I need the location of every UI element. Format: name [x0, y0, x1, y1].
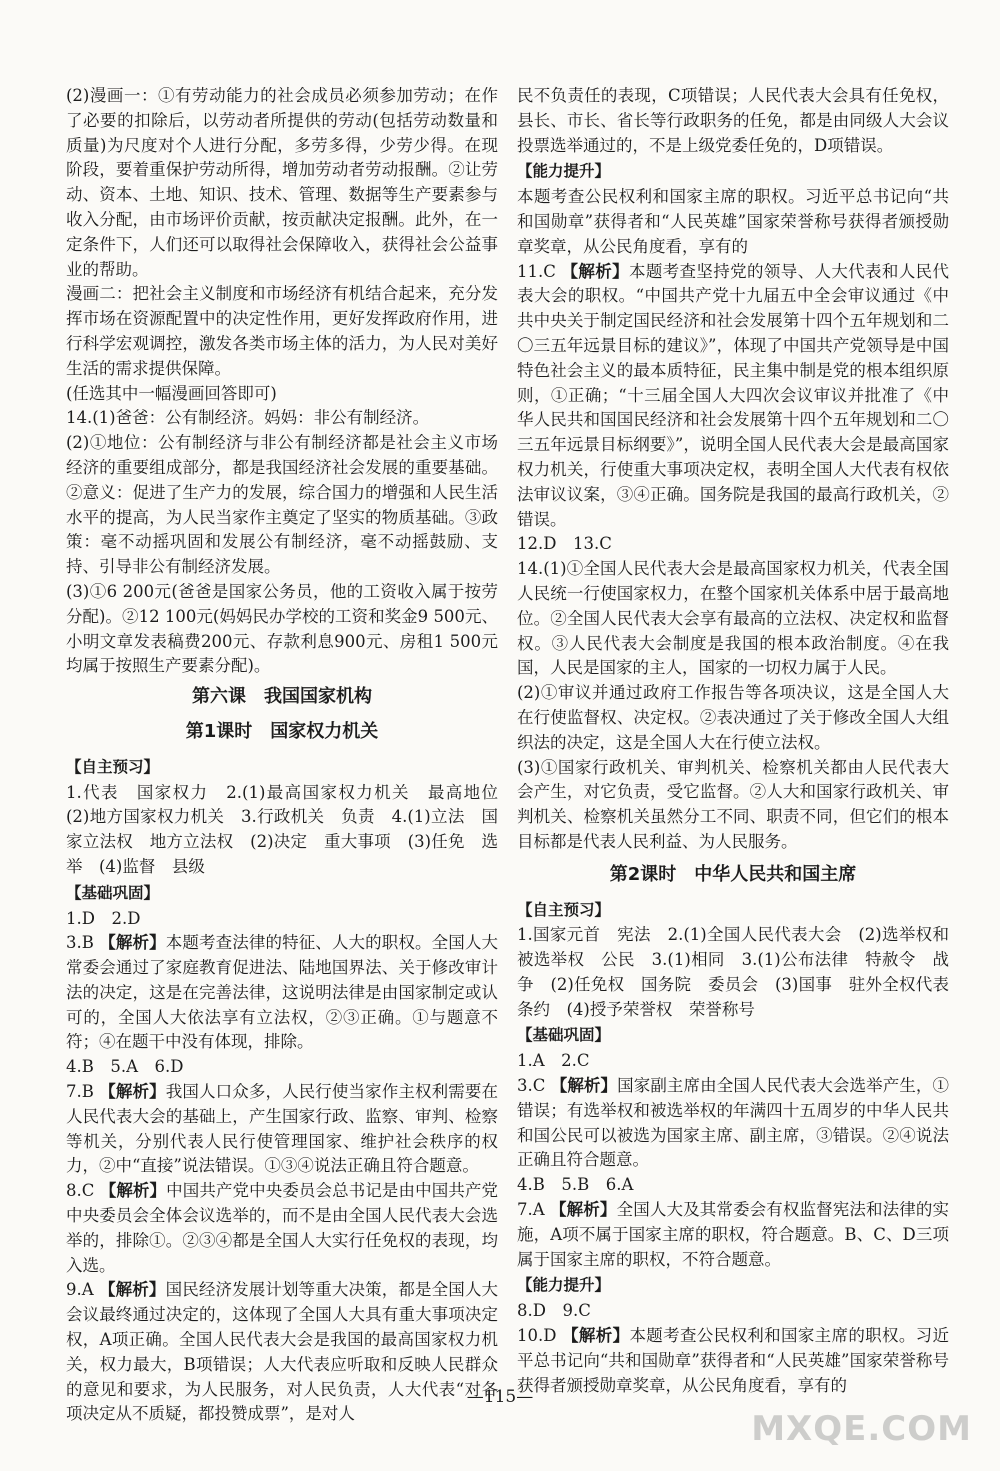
- period1-title: 第1课时 国家权力机关: [185, 720, 379, 742]
- right-column: [517, 84, 966, 1398]
- basic-answers-1-2: 1.D 2.D: [66, 908, 141, 928]
- ability-answer-14-part3: (3)①国家行政机关、审判机关、检察机关都由人民代表大会产生，对它负责，受它监督。②人大和国家行政机关、审判机关、检察机关虽然分工不同、职责不同，但它们的根本目标都是代表人民利益、为人民服务。: [517, 757, 949, 851]
- q13-note: (任选其中一幅漫画回答即可): [66, 383, 277, 403]
- answer-number: 9.A: [66, 1280, 94, 1300]
- analysis-text: 中国共产党中央委员会总书记是由中国共产党中央委员会全体会议选举的，而不是由全国人民代表大会选举的，排除①。②③④都是全国人大实行任免权的表现，均入选。: [66, 1181, 499, 1275]
- section-preview: 【自主预习】: [66, 757, 160, 776]
- analysis-tag: 【解析】: [550, 1076, 618, 1096]
- answer-number: 3.B: [66, 933, 94, 953]
- ability-answer-11: [517, 260, 949, 533]
- basic2-answer-7: [517, 1198, 949, 1272]
- basic-answer-3: [66, 931, 498, 1055]
- answer-9-continued: 民不负责任的表现，C项错误；人民代表大会具有任免权，县长、市长、省长等行政职务的任免，都是由同级人大会议投票选举通过的，不是上级党委任免的，D项错误。: [517, 86, 949, 155]
- basic2-answer-3: [517, 1074, 949, 1173]
- analysis-text: 本题考查坚持党的领导、人大代表和人民代表大会的职权。“中国共产党十九届五中全会审议通过《中共中央关于制定国民经济和社会发展第十四个五年规划和二〇三五年远景目标的建议》”，体现了中国共产党领导是中国特色社会主义的最本质特征，民主集中制是党的根本组织原则，①正确；“十三届全国人大四次会议审议并批准了《中华人民共和国国民经济和社会发展第十四个五年规划和二〇三五年远景目标纲要》”，说明全国人民代表大会是最高国家权力机关，行使重大事项决定权，表明全国人大代表有权依法审议议案，③④正确。国务院是我国的最高行政机关，②错误。: [517, 261, 950, 529]
- answer-number: 8.C: [66, 1181, 95, 1201]
- ability-answer-10: 本题考查公民权利和国家主席的职权。习近平总书记向“共和国勋章”获得者和“人民英雄”国家荣誉称号获得者颁授勋章奖章，从公民角度看，享有的: [517, 187, 949, 256]
- analysis-tag: 【解析】: [99, 1082, 166, 1102]
- analysis-tag: 【解析】: [99, 933, 166, 953]
- q13-cartoon1: (2)漫画一：①有劳动能力的社会成员必须参加劳动；在作了必要的扣除后，以劳动者所提供的劳动(包括劳动数量和质量)为尺度对个人进行分配，多劳多得，少劳少得。在现阶段，要着重保护劳动所得，增加劳动者劳动报酬。②让劳动、资本、土地、知识、技术、管理、数据等生产要素参与收入分配，由市场评价贡献，按贡献决定报酬。此外，在一定条件下，人们还可以取得社会保障收入，获得社会公益事业的帮助。: [66, 86, 498, 279]
- page-number: —115—: [466, 1387, 534, 1407]
- answer-number: 7.B: [66, 1082, 94, 1102]
- section-ability: 【能力提升】: [517, 162, 611, 181]
- basic-answer-8: [66, 1179, 498, 1278]
- ability-answer-14-part2: (2)①审议并通过政府工作报告等各项决议，这是全国人大在行使监督权、决定权。②表决通过了关于修改全国人大组织法的决定，这是全国人大在行使立法权。: [517, 683, 949, 752]
- ability-answers-12-13: 12.D 13.C: [517, 534, 612, 554]
- basic-answer-7: [66, 1080, 498, 1179]
- ability2-answers-8-9: 8.D 9.C: [517, 1301, 591, 1321]
- basic2-answers-4-6: 4.B 5.B 6.A: [517, 1175, 634, 1195]
- lesson-title: 第六课 我国国家机构: [192, 686, 372, 708]
- period2-title: 第2课时 中华人民共和国主席: [609, 863, 857, 885]
- ability-answer-14-part1: 14.(1)①全国人民代表大会是最高国家权力机关，代表全国人民统一行使国家权力，在整个国家机关体系中居于最高地位。②全国人民代表大会享有最高的立法权、决定权和监督权。③人民代表大会制度是我国的根本政治制度。④在我国，人民是国家的主人，国家的一切权力属于人民。: [517, 559, 949, 678]
- analysis-text: 国民经济发展计划等重大决策，都是全国人大会议最终通过决定的，这体现了全国人大具有重大事项决定权，A项正确。全国人民代表大会是我国的最高国家权力机关，权力最大，B项错误；人大代表应听取和反映人民群众的意见和要求，为人民服务，对人民负责，人大代表“对各项决定从不质疑，都投赞成票”，是对人: [66, 1280, 498, 1424]
- section-basic-2: 【基础巩固】: [517, 1026, 611, 1045]
- preview-answers-2: 1.国家元首 宪法 2.(1)全国人民代表大会 (2)选举权和被选举权 公民 3.(1)相同 3.(1)公布法律 特赦令 战争 (2)任免权 国务院 委员会 (3)国事 驻外全权代表 条约 (4)授予荣誉权 荣誉称号: [517, 925, 966, 1019]
- section-basic: 【基础巩固】: [66, 883, 160, 902]
- q14-part2: (2)①地位：公有制经济与非公有制经济都是社会主义市场经济的重要组成部分，都是我国经济社会发展的重要基础。②意义：促进了生产力的发展，综合国力的增强和人民生活水平的提高，为人民当家作主奠定了坚实的物质基础。③政策：毫不动摇巩固和发展公有制经济，毫不动摇鼓励、支持、引导非公有制经济发展。: [66, 433, 498, 577]
- analysis-text: 本题考查公民权利和国家主席的职权。习近平总书记向“共和国勋章”获得者和“人民英雄”国家荣誉称号获得者颁授勋章奖章，从公民角度看，享有的: [517, 1326, 950, 1395]
- q14-part1: 14.(1)爸爸：公有制经济。妈妈：非公有制经济。: [66, 408, 430, 428]
- analysis-tag: 【解析】: [561, 261, 629, 281]
- section-preview-2: 【自主预习】: [517, 900, 611, 919]
- answer-number: 3.C: [517, 1076, 546, 1096]
- answer-number: 10.D: [517, 1326, 557, 1346]
- analysis-text: 全国人大及其常委会有权监督宪法和法律的实施，A项不属于国家主席的职权，符合题意。B、C、D三项属于国家主席的职权，不符合题意。: [517, 1200, 949, 1269]
- analysis-text: 国家副主席由全国人民代表大会选举产生，①错误；有选举权和被选举权的年满四十五周岁的中华人民共和国公民可以被选为国家主席、副主席，③错误。②④说法正确且符合题意。: [517, 1076, 950, 1170]
- analysis-text: 我国人口众多，人民行使当家作主权利需要在人民代表大会的基础上，产生国家行政、监察、审判、检察等机关，分别代表人民行使管理国家、维护社会秩序的权力，②中“直接”说法错误。①③④说法正确且符合题意。: [66, 1082, 499, 1176]
- analysis-tag: 【解析】: [99, 1181, 167, 1201]
- analysis-text: 本题考查法律的特征、人大的职权。全国人大常委会通过了家庭教育促进法、陆地国界法、关于修改审计法的决定，这是在完善法律，这说明法律是由国家制定或认可的，全国人大依法享有立法权，②③正确。①与题意不符；④在题干中没有体现，排除。: [66, 933, 499, 1052]
- answer-number: 11.C: [517, 261, 556, 281]
- q14-part3: (3)①6 200元(爸爸是国家公务员，他的工资收入属于按劳分配)。②12 100元(妈妈民办学校的工资和奖金9 500元、小明文章发表稿费200元、存款利息900元、房租1 500元均属于按照生产要素分配)。: [66, 581, 498, 676]
- watermark: MXQE.COM: [751, 1409, 972, 1449]
- analysis-tag: 【解析】: [550, 1200, 617, 1220]
- analysis-tag: 【解析】: [562, 1326, 630, 1346]
- section-ability-2: 【能力提升】: [517, 1276, 611, 1295]
- basic-answers-4-6: 4.B 5.A 6.D: [66, 1057, 184, 1077]
- analysis-tag: 【解析】: [99, 1280, 166, 1300]
- answer-number: 7.A: [517, 1200, 545, 1220]
- basic2-answers-1-2: 1.A 2.C: [517, 1051, 590, 1071]
- q13-cartoon2: 漫画二：把社会主义制度和市场经济有机结合起来，充分发挥市场在资源配置中的决定性作用，更好发挥政府作用，进行科学宏观调控，激发各类市场主体的活力，为人民对美好生活的需求提供保障。: [66, 284, 498, 378]
- preview-answers: 1.代表 国家权力 2.(1)最高国家权力机关 最高地位 (2)地方国家权力机关 3.行政机关 负责 4.(1)立法 国家立法权 地方立法权 (2)决定 重大事项 (3)任免 选举 (4)监督 县级: [66, 782, 515, 876]
